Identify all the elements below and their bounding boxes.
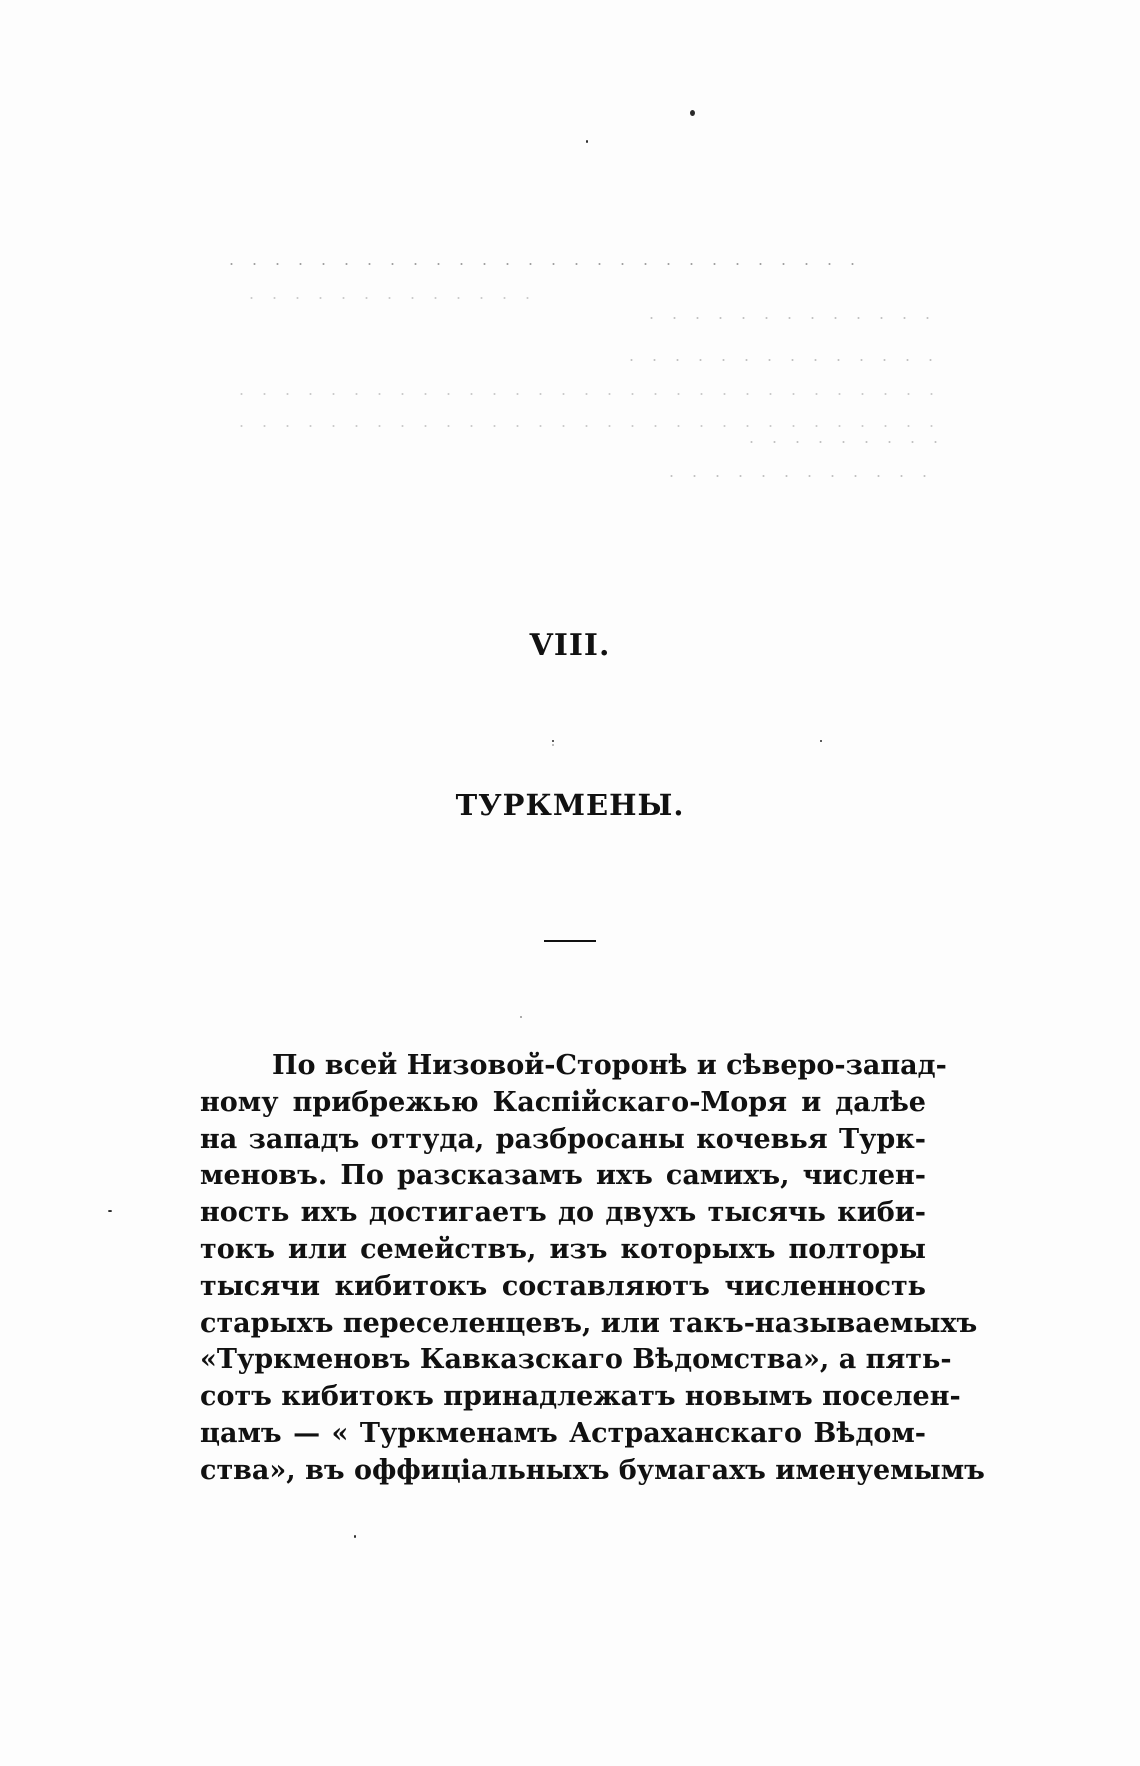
scan-noise [240,296,540,300]
scan-noise [220,262,860,266]
text-line: на западъ оттуда, разбросаны кочевья Турк- [200,1123,926,1155]
text-line: токъ или семействъ, изъ которыхъ полторы [200,1233,926,1265]
scan-speck [354,1535,356,1538]
text-line: ства», въ оффиціальныхъ бумагахъ именуемымъ [200,1454,985,1486]
scan-speck [690,110,695,116]
text-line: цамъ — « Туркменамъ Астраханскаго Вѣдом- [200,1417,926,1449]
text-line: ность ихъ достигаетъ до двухъ тысячь киби- [200,1197,926,1229]
text-line: «Туркменовъ Кавказскаго Вѣдомства», а пять- [200,1344,952,1376]
chapter-title: ТУРКМЕНЫ. [455,788,685,822]
scan-noise [660,474,940,478]
text-line: ному прибрежью Каспійскаго-Моря и далѣе [200,1086,926,1118]
text-line: старыхъ переселенцевъ, или такъ-называемыхъ [200,1307,978,1339]
scan-speck [552,740,554,742]
body-paragraph [200,1048,985,1490]
scan-noise [230,392,940,396]
text-line: тысячи кибитокъ составляютъ численность [200,1270,926,1302]
scan-noise [230,424,940,428]
scan-noise [620,358,940,362]
scan-speck [586,140,588,143]
text-line: По всей Низовой-Сторонѣ и сѣверо-запад- [272,1050,947,1081]
text-line: сотъ кибитокъ принадлежатъ новымъ поселен- [200,1381,961,1413]
chapter-number: VIII. [529,628,611,663]
scan-speck [520,1016,522,1018]
chapter-divider [544,940,596,942]
scan-noise [640,316,940,320]
scan-speck [552,744,554,746]
scan-speck [820,740,822,742]
scan-noise [740,440,940,444]
text-line: меновъ. По разсказамъ ихъ самихъ, числен- [200,1160,926,1192]
scan-speck [108,1210,112,1212]
